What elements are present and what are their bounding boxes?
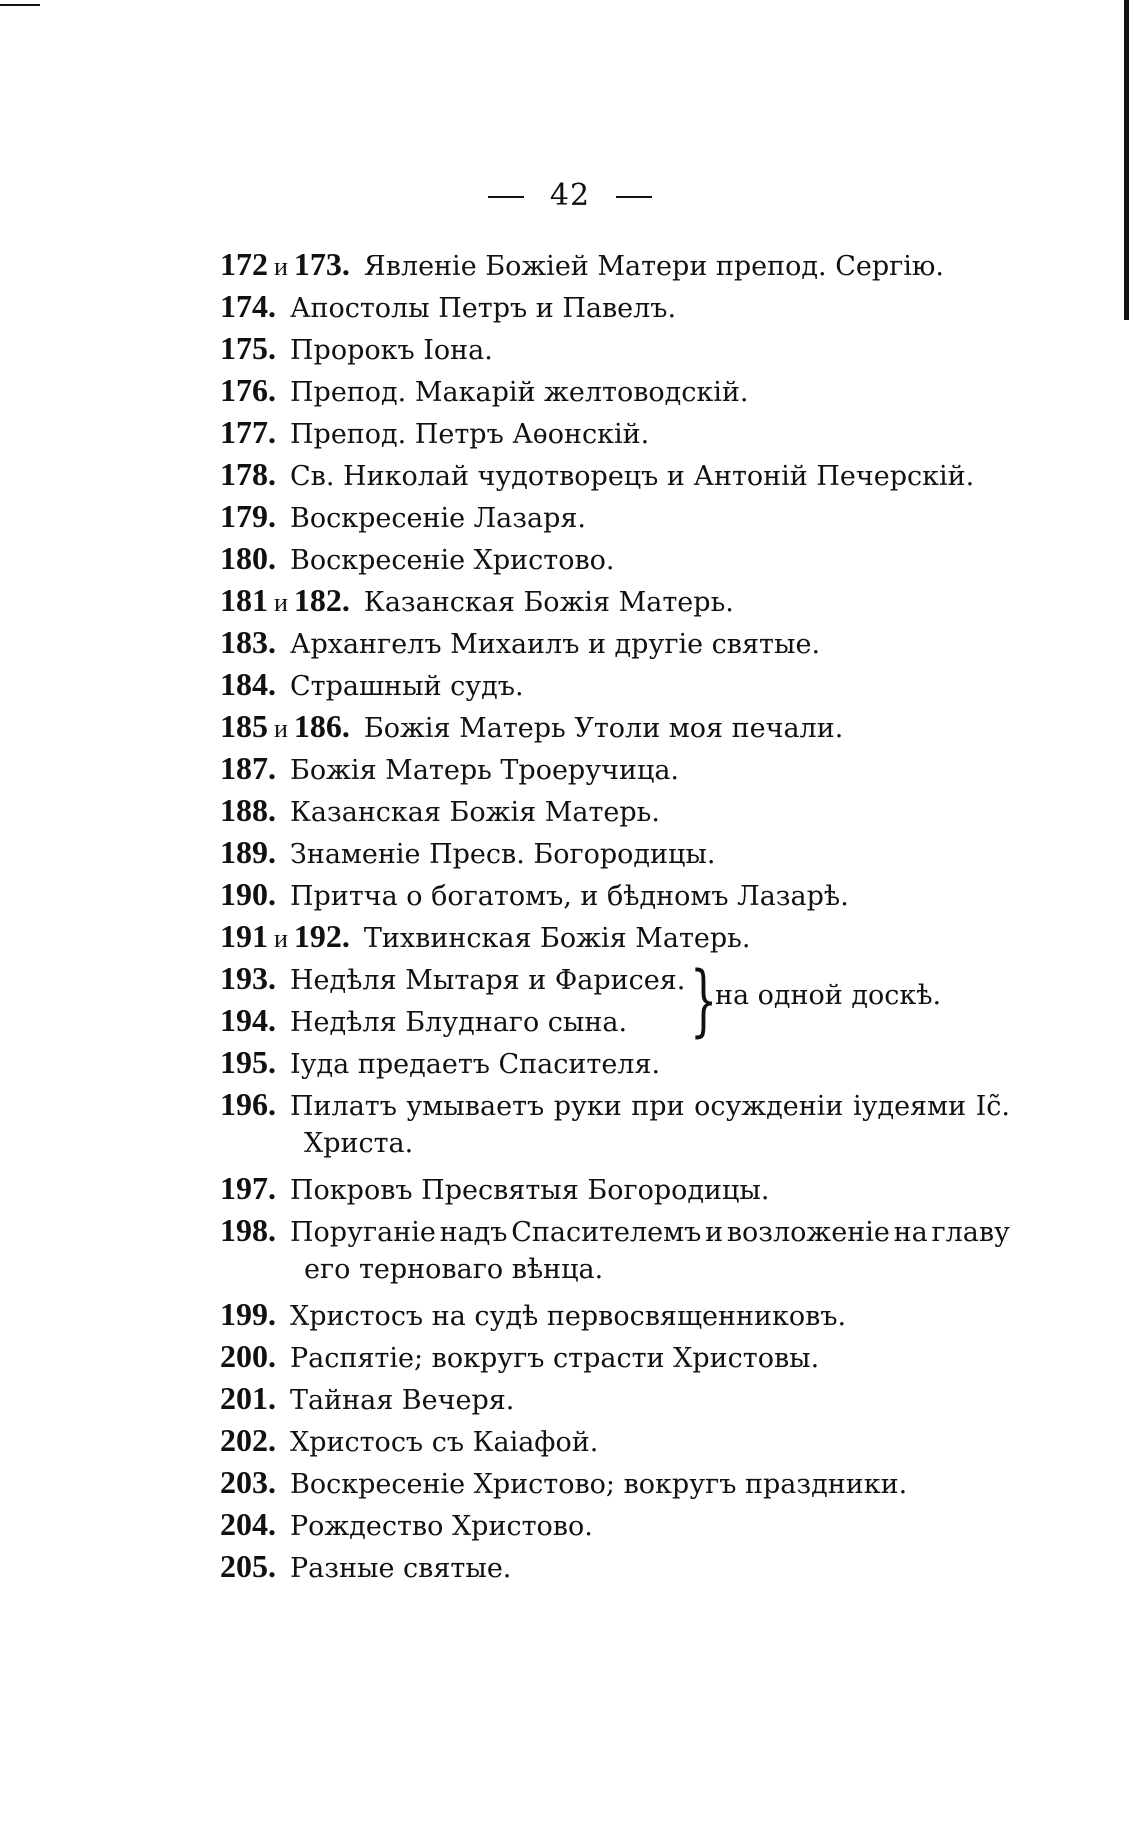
entry-number <box>220 1506 276 1543</box>
entry-number: 197. <box>220 1170 276 1206</box>
entry-number-value: 180. <box>220 540 276 576</box>
list-item <box>220 666 1020 708</box>
entry-word: Іс̃. <box>975 1091 1010 1122</box>
entries-group-c <box>220 1296 1020 1590</box>
entry-number-value: 188. <box>220 792 276 828</box>
entry-number-value: 185 <box>220 708 268 744</box>
entry-word: возложеніе <box>726 1217 890 1248</box>
entry-number-value: 174. <box>220 288 276 324</box>
entry-title: Разные святые. <box>290 1553 512 1584</box>
entry-title: Воскресеніе Христово. <box>290 545 615 576</box>
entry-number-second: 192. <box>293 918 350 954</box>
entry-title: Явленіе Божіей Матери препод. Сергію. <box>363 251 944 282</box>
entry-number <box>220 1044 276 1081</box>
entry-title: Казанская Божія Матерь. <box>290 797 660 828</box>
entry-title: Недѣля Блуднаго сына. <box>290 1007 628 1038</box>
list-item <box>220 1338 1020 1380</box>
entry-word: Поруганіе <box>290 1217 436 1248</box>
entry-number-value: 189. <box>220 834 276 870</box>
page-number-value: 42 <box>549 178 591 213</box>
page-number <box>0 178 1140 213</box>
entry-title: Препод. Петръ Аѳонскій. <box>290 419 650 450</box>
entry-number-value: 183. <box>220 624 276 660</box>
list-item <box>220 1548 1020 1590</box>
entry-word: и <box>705 1217 724 1248</box>
entry-number <box>220 1338 276 1375</box>
entry-number-value: 190. <box>220 876 276 912</box>
entry-number-value: 187. <box>220 750 276 786</box>
entry-title: Притча о богатомъ, и бѣдномъ Лазарѣ. <box>290 881 849 912</box>
list-item <box>220 1380 1020 1422</box>
entry-number <box>220 1422 276 1459</box>
entry-number <box>220 498 276 535</box>
entry-number <box>220 1296 276 1333</box>
entry-title: Св. Николай чудотворецъ и Антоній Печерскій. <box>290 461 975 492</box>
list-item <box>220 708 1020 750</box>
entry-title: Страшный судъ. <box>290 671 524 702</box>
entry-number <box>220 372 276 409</box>
entry-title: Христосъ съ Каіафой. <box>290 1427 599 1458</box>
entry-title: Препод. Макарій желтоводскій. <box>290 377 749 408</box>
entry-number <box>220 918 350 955</box>
list-item <box>220 498 1020 540</box>
entry-word: при <box>631 1091 685 1122</box>
list-item <box>220 792 1020 834</box>
entry-number-value: 177. <box>220 414 276 450</box>
entry-title: Недѣля Мытаря и Фарисея. <box>290 965 686 996</box>
list-item <box>220 372 1020 414</box>
entry-number-second: 186. <box>293 708 350 744</box>
entry-title: Воскресеніе Лазаря. <box>290 503 586 534</box>
entry-title: Божія Матерь Утоли моя печали. <box>363 713 844 744</box>
entry-number-value: 201. <box>220 1380 276 1416</box>
entry-number <box>220 1548 276 1585</box>
entry-word: руки <box>553 1091 622 1122</box>
entry-title: Божія Матерь Троеручица. <box>290 755 679 786</box>
entry-number <box>220 1464 276 1501</box>
entry-number <box>220 876 276 913</box>
entry-number <box>220 330 276 367</box>
entry-number <box>220 414 276 451</box>
list-item <box>220 540 1020 582</box>
entry-pair-193-194 <box>220 956 1020 1046</box>
entry-number: 193. <box>220 960 276 996</box>
entry-title: Пророкъ Іона. <box>290 335 493 366</box>
entries-group-a <box>220 246 1020 960</box>
list-item <box>220 1170 1020 1212</box>
entry-number <box>220 834 276 871</box>
list-item <box>220 960 690 1002</box>
entry-title: Знаменіе Пресв. Богородицы. <box>290 839 716 870</box>
entry-number <box>220 246 350 283</box>
list-item <box>220 750 1020 792</box>
entry-number <box>220 540 276 577</box>
list-item <box>220 456 1020 498</box>
list-item <box>220 624 1020 666</box>
entry-word: главу <box>931 1217 1010 1248</box>
list-item <box>220 330 1020 372</box>
entry-title: Іуда предаетъ Спасителя. <box>290 1049 661 1080</box>
entry-number-value: 175. <box>220 330 276 366</box>
list-item <box>220 1086 1010 1128</box>
entry-word: осужденіи <box>694 1091 844 1122</box>
entry-title: Апостолы Петръ и Павелъ. <box>290 293 677 324</box>
entry-title: Распятіе; вокругъ страсти Христовы. <box>290 1343 820 1374</box>
entry-number-value: 200. <box>220 1338 276 1374</box>
list-item <box>220 1296 1020 1338</box>
entry-title <box>290 1091 1010 1122</box>
list-item <box>220 1212 1010 1254</box>
entry-continuation: Христа. <box>304 1128 414 1159</box>
entry-number <box>220 624 276 661</box>
list-item <box>220 918 1020 960</box>
entry-title: Тихвинская Божія Матерь. <box>363 923 751 954</box>
entry-conjunction: и <box>274 924 288 953</box>
right-brace: } <box>690 956 718 1046</box>
list-item <box>220 246 1020 288</box>
entry-number-value: 176. <box>220 372 276 408</box>
list-item <box>220 1464 1020 1506</box>
list-item <box>220 834 1020 876</box>
entry-number-value: 205. <box>220 1548 276 1584</box>
list-item <box>220 1002 690 1044</box>
entry-number-second: 182. <box>293 582 350 618</box>
entry-title: Казанская Божія Матерь. <box>363 587 734 618</box>
entry-number-value: 204. <box>220 1506 276 1542</box>
entry-number <box>220 792 276 829</box>
entry-number-value: 199. <box>220 1296 276 1332</box>
entry-continuation: его терноваго вѣнца. <box>304 1254 604 1285</box>
entry-list <box>220 246 1020 1590</box>
entry-number <box>220 582 350 619</box>
entry-number-value: 178. <box>220 456 276 492</box>
entries-group-b <box>220 1044 1020 1086</box>
entry-title: Христосъ на судѣ первосвященниковъ. <box>290 1301 847 1332</box>
top-left-scan-mark <box>0 4 40 6</box>
entry-number-value: 191 <box>220 918 268 954</box>
dash-left <box>488 196 524 198</box>
entry-number-value: 202. <box>220 1422 276 1458</box>
entry-number <box>220 666 276 703</box>
entry-conjunction: и <box>274 714 288 743</box>
entry-word: надъ <box>439 1217 508 1248</box>
entry-word: умываетъ <box>406 1091 545 1122</box>
entry-number-value: 179. <box>220 498 276 534</box>
entry-word: іудеями <box>852 1091 967 1122</box>
entry-title: Воскресеніе Христово; вокругъ праздники. <box>290 1469 908 1500</box>
entry-conjunction: и <box>274 588 288 617</box>
entry-conjunction: и <box>274 252 288 281</box>
entry-word: Спасителемъ <box>511 1217 702 1248</box>
entry-number: 196. <box>220 1086 276 1122</box>
list-item <box>220 1506 1020 1548</box>
entry-word: Пилатъ <box>290 1091 397 1122</box>
entry-number <box>220 456 276 493</box>
entry-number-value: 195. <box>220 1044 276 1080</box>
right-edge-scan-mark <box>1124 0 1129 320</box>
list-item <box>220 1422 1020 1464</box>
entry-number: 194. <box>220 1002 276 1038</box>
pair-note: на одной доскѣ. <box>715 980 942 1011</box>
entry-word: на <box>893 1217 928 1248</box>
entry-number-value: 181 <box>220 582 268 618</box>
list-item <box>220 582 1020 624</box>
entry-number <box>220 288 276 325</box>
entry-number-value: 172 <box>220 246 268 282</box>
entry-title: Покровъ Пресвятыя Богородицы. <box>290 1175 770 1206</box>
entry-number-value: 203. <box>220 1464 276 1500</box>
entry-title: Архангелъ Михаилъ и другіе святые. <box>290 629 821 660</box>
list-item <box>220 414 1020 456</box>
entry-number-second: 173. <box>293 246 350 282</box>
entry-number: 198. <box>220 1212 276 1248</box>
entry-title <box>290 1217 1010 1248</box>
entry-number <box>220 708 350 745</box>
entry-title: Тайная Вечеря. <box>290 1385 515 1416</box>
entry-number <box>220 1380 276 1417</box>
dash-right <box>616 196 652 198</box>
entry-number <box>220 750 276 787</box>
entry-number-value: 184. <box>220 666 276 702</box>
list-item <box>220 1044 1020 1086</box>
entry-title: Рождество Христово. <box>290 1511 593 1542</box>
list-item <box>220 876 1020 918</box>
list-item <box>220 288 1020 330</box>
